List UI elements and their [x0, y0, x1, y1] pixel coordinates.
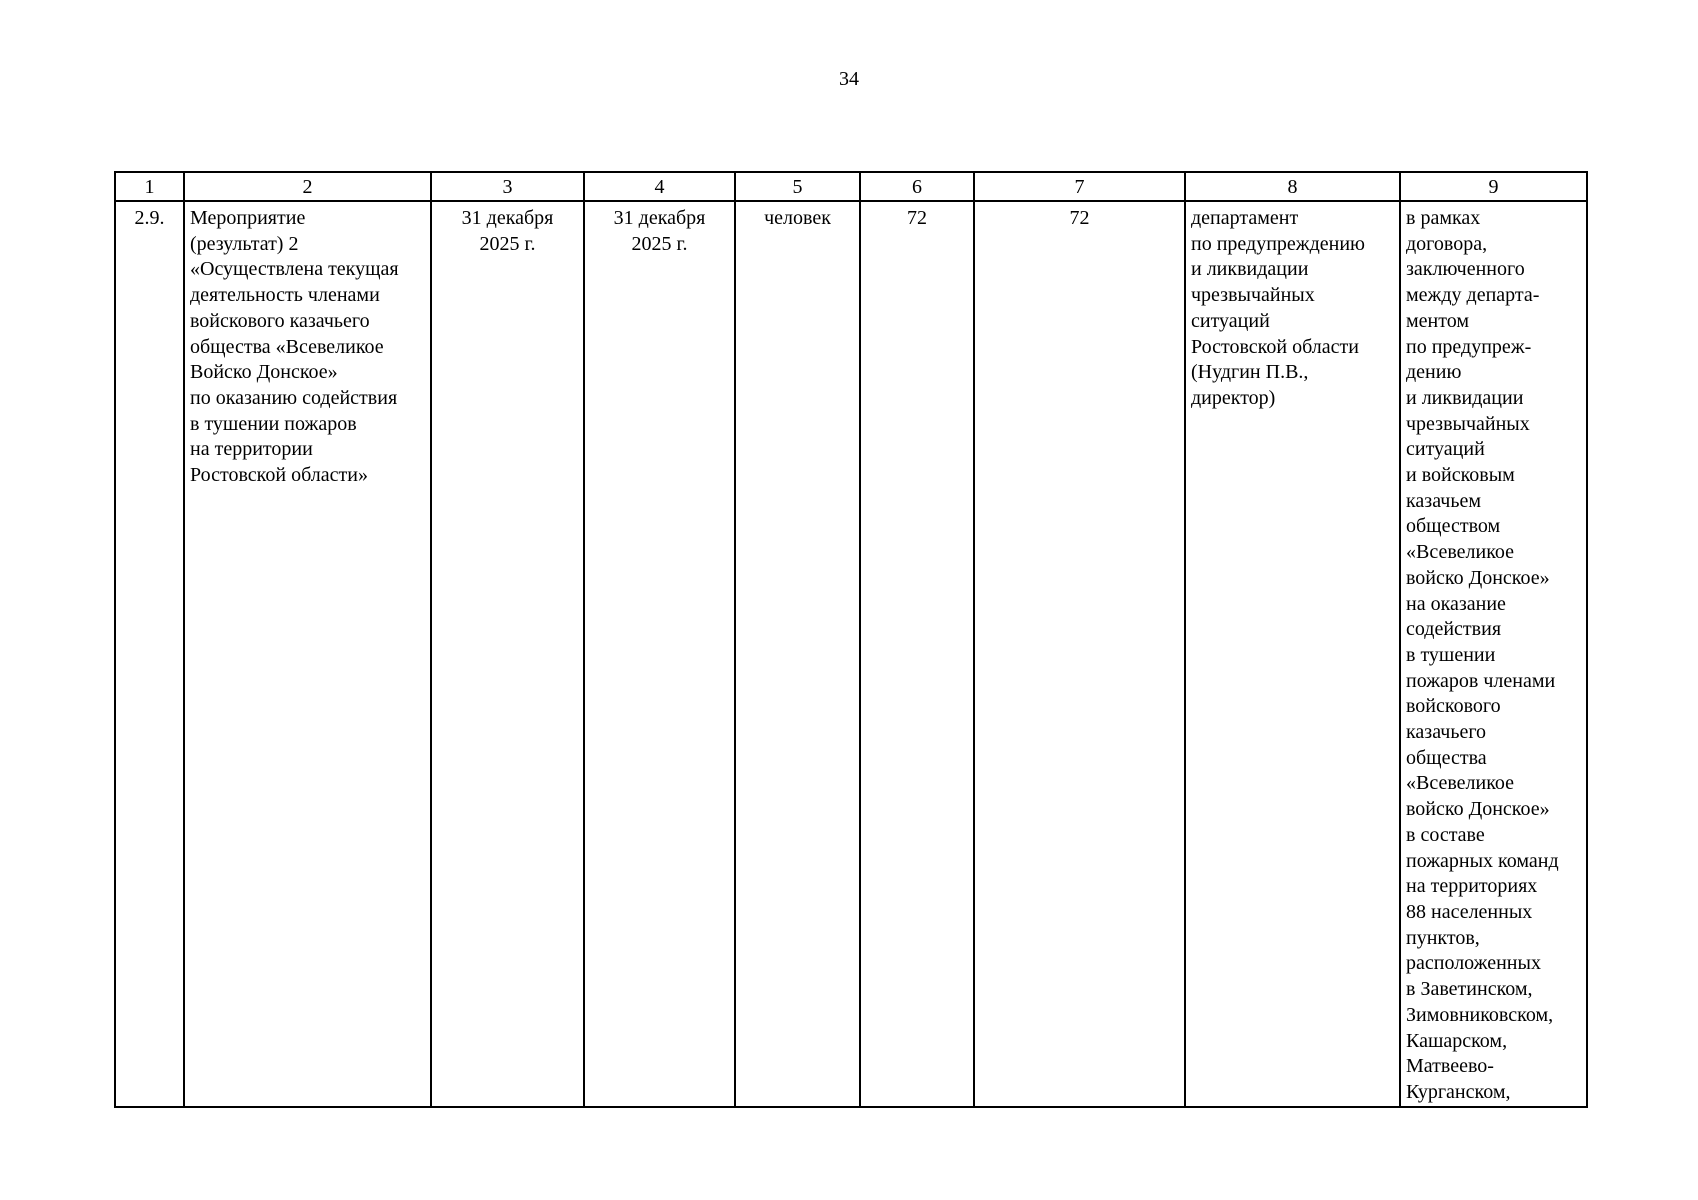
end-date-cell [584, 201, 735, 1107]
value-6-cell [860, 201, 974, 1107]
column-number-header: 8 [1185, 172, 1400, 201]
column-number-header: 7 [974, 172, 1185, 201]
note: в рамках договора, заключенного между департа- ментом по предупреж- дению и ликвидации чрезвычайных ситуаций и войсковым казачьем обществом «Всевеликое войско Донское» на оказание содействия в тушении пожаров членами войскового казачьего общества «Всевеликое войско Донское» в составе пожарных команд на территориях 88 населенных пунктов, расположенных в Заветинском, Зимовниковском, Кашарском, Матвеево- Курганском, [1406, 207, 1559, 1103]
row-number: 2.9. [134, 207, 165, 229]
note-cell [1400, 201, 1587, 1107]
start-date: 31 декабря 2025 г. [461, 207, 554, 255]
column-number-header: 3 [431, 172, 584, 201]
column-number-row [115, 172, 1587, 201]
start-date-cell [431, 201, 584, 1107]
value-7: 72 [1069, 207, 1090, 229]
column-number-header: 5 [735, 172, 860, 201]
column-number-header: 4 [584, 172, 735, 201]
value-6: 72 [907, 207, 927, 229]
plan-table [114, 171, 1588, 1108]
column-number-header: 9 [1400, 172, 1587, 201]
column-number-header: 2 [184, 172, 431, 201]
responsible-party: департамент по предупреждению и ликвидации чрезвычайных ситуаций Ростовской области (Нудгин П.В., директор) [1191, 207, 1365, 409]
column-number-header: 6 [860, 172, 974, 201]
event-cell [184, 201, 431, 1107]
unit: человек [764, 207, 831, 229]
table-row [115, 201, 1587, 1107]
value-7-cell [974, 201, 1185, 1107]
responsible-cell [1185, 201, 1400, 1107]
row-number-cell [115, 201, 184, 1107]
end-date: 31 декабря 2025 г. [613, 207, 706, 255]
page-number: 34 [839, 68, 859, 90]
column-number-header: 1 [115, 172, 184, 201]
unit-cell [735, 201, 860, 1107]
event-description: Мероприятие (результат) 2 «Осуществлена текущая деятельность членами войскового казачьего общества «Всевеликое Войско Донское» по оказанию содействия в тушении пожаров на территории Ростовской области» [190, 207, 399, 487]
